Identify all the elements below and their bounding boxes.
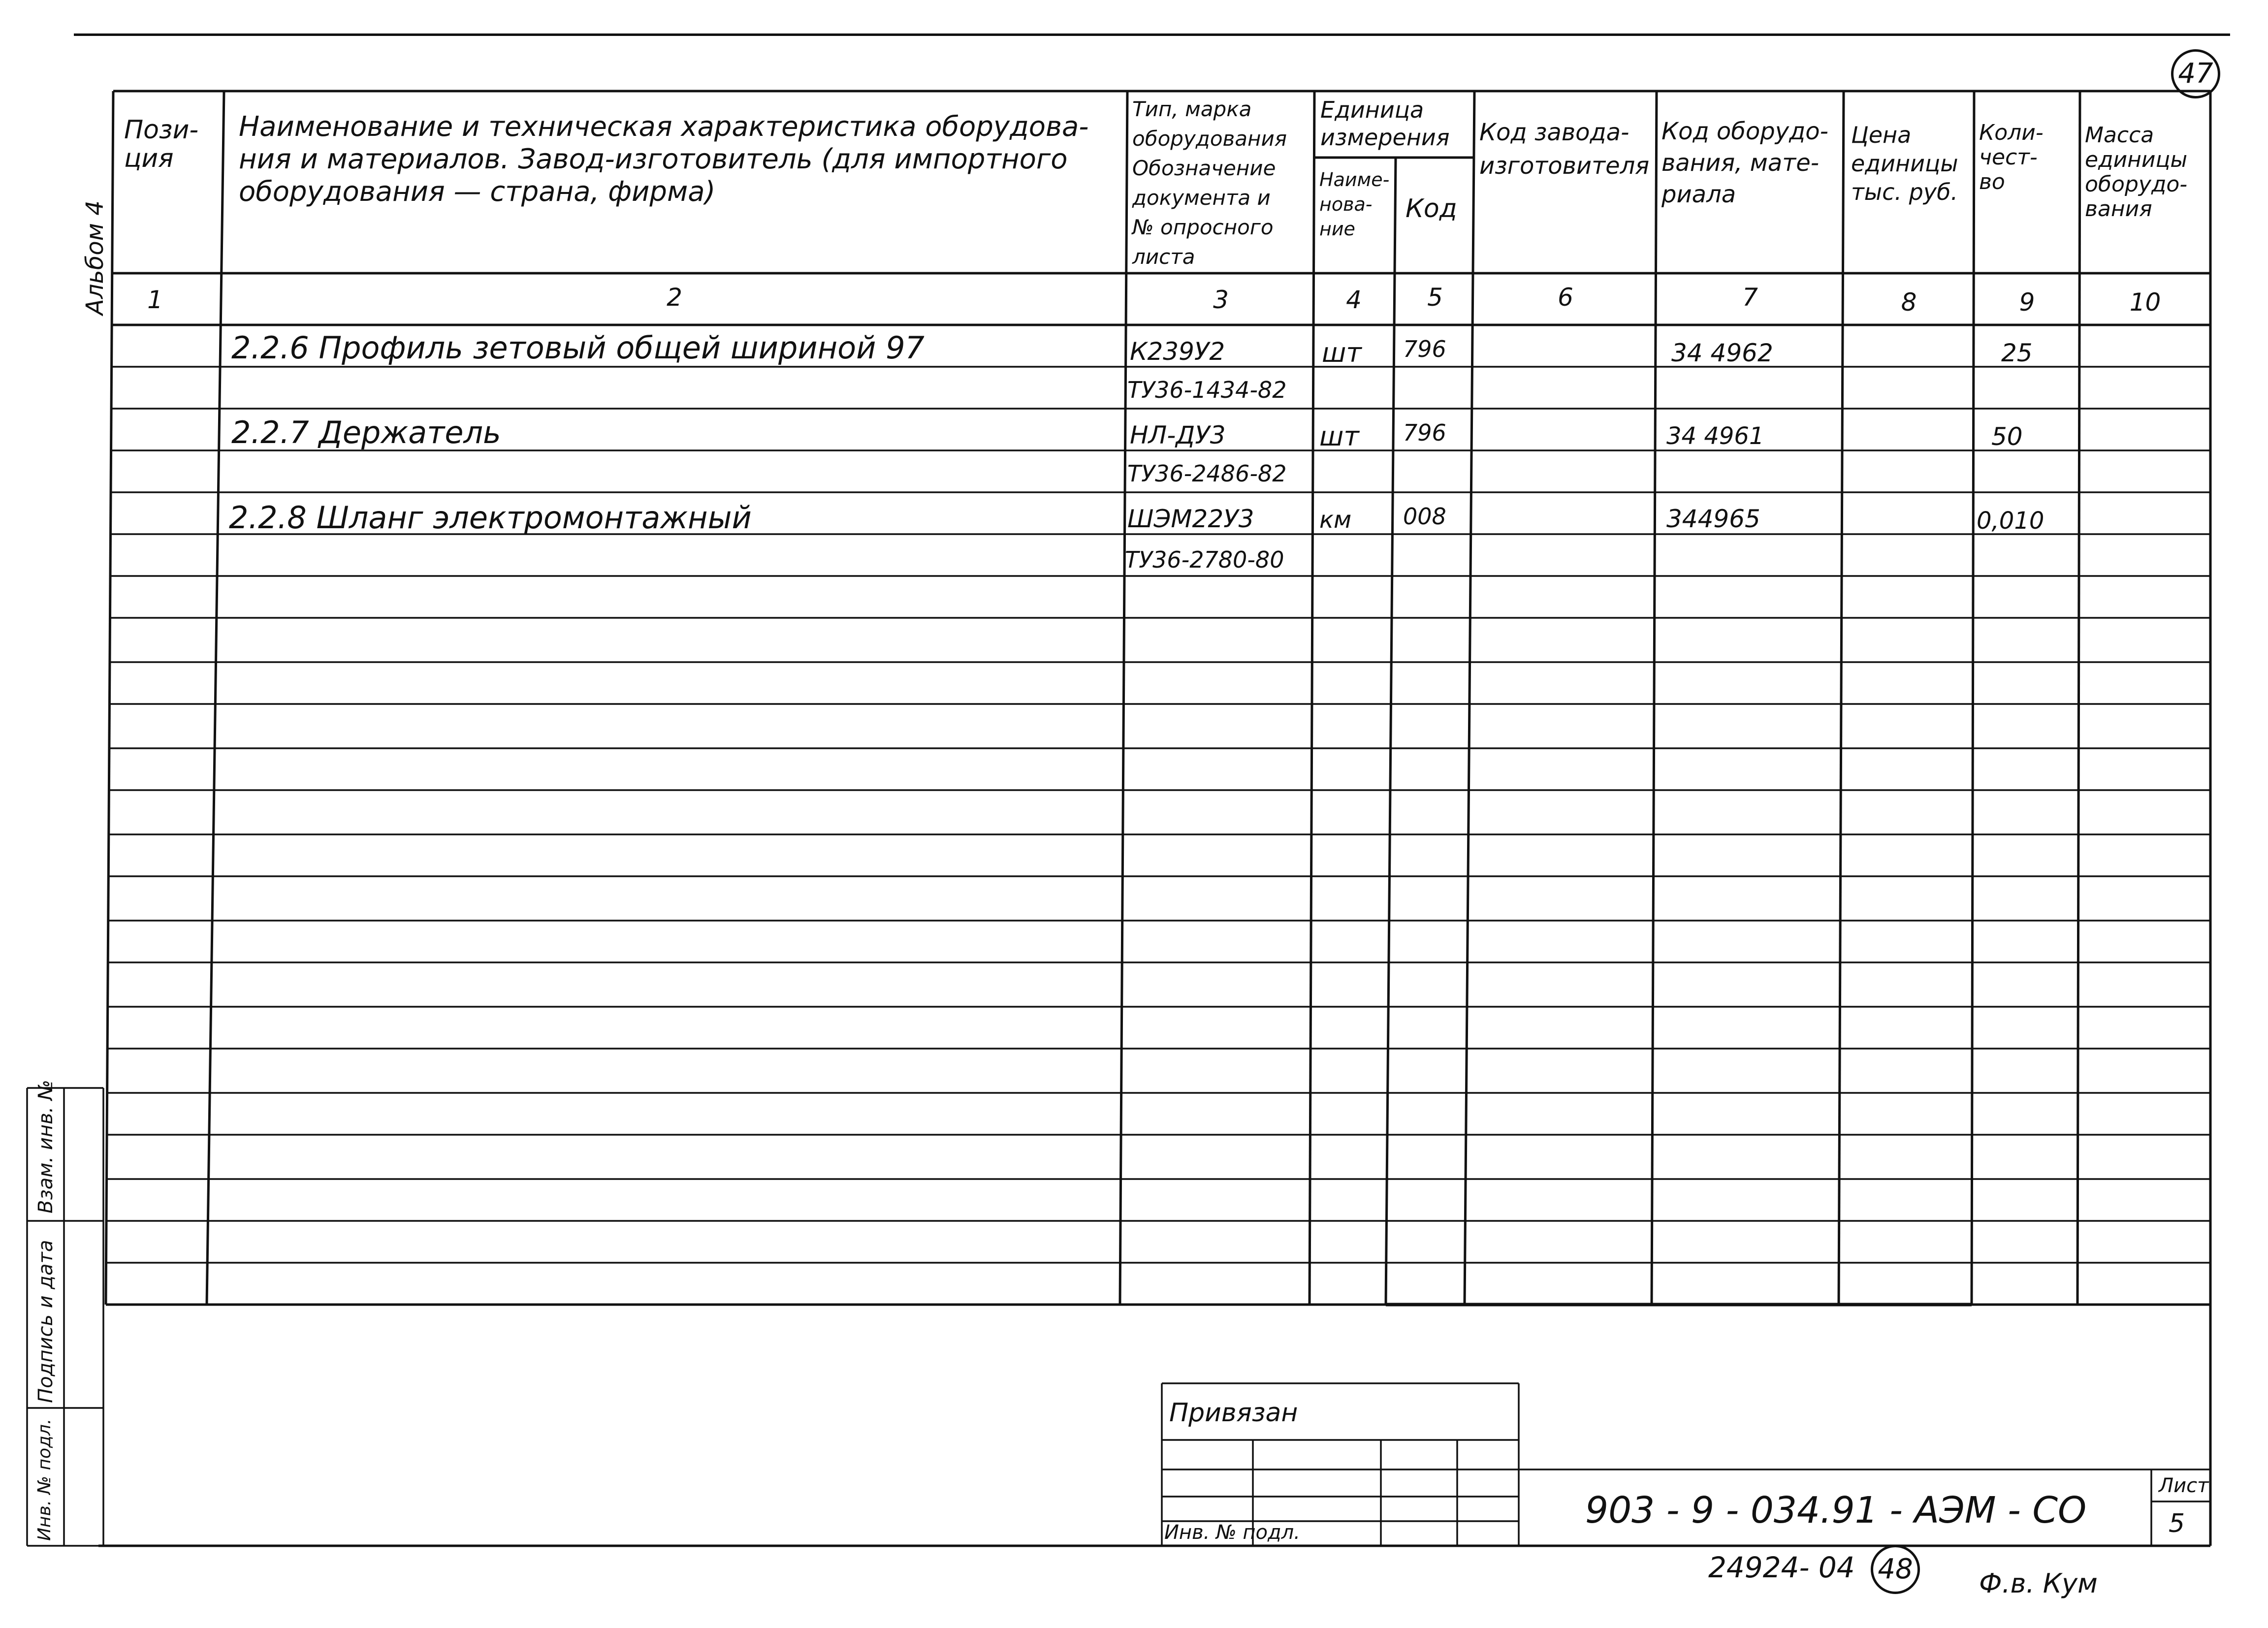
row-item-name: 2.2.7 Держатель [231, 415, 501, 450]
row-type: ТУ36-2486-82 [1127, 460, 1287, 487]
header-position: Пози- ция [124, 115, 199, 173]
col-number-9: 9 [2019, 288, 2035, 317]
header-unit-name: Наиме- нова- ние [1319, 169, 1390, 240]
col-number-6: 6 [1558, 283, 1573, 312]
header-unit-code: Код [1406, 194, 1457, 223]
header-factory-code: Код завода- изготовителя [1479, 119, 1650, 180]
row-unit-code: 008 [1403, 503, 1446, 530]
header-price: Цена единицы тыс. руб. [1851, 122, 1958, 205]
col-number-1: 1 [147, 286, 163, 314]
col-number-3: 3 [1213, 286, 1229, 314]
header-equipment-code: Код оборудо- вания, мате- риала [1661, 118, 1828, 208]
row-unit-code: 796 [1403, 336, 1446, 362]
row-type: ТУ36-1434-82 [1127, 377, 1287, 403]
sheet-number: 5 [2169, 1509, 2185, 1538]
row-type: ШЭМ22У3 [1127, 505, 1254, 533]
row-unit: км [1319, 506, 1352, 534]
row-quantity: 25 [2001, 339, 2033, 367]
row-equipment-code: 34 4961 [1666, 422, 1764, 450]
header-type: Тип, марка оборудования Обозначение документа и № опросного листа [1132, 97, 1287, 269]
row-unit: шт [1319, 421, 1359, 452]
stamp-label-replacement: Взам. инв. № [34, 1080, 57, 1213]
col-number-10: 10 [2129, 288, 2161, 317]
stamp-label-signature: Подпись и дата [34, 1240, 57, 1403]
document-code: 903 - 9 - 034.91 - АЭМ - СО [1585, 1489, 2087, 1532]
row-equipment-code: 34 4962 [1671, 339, 1773, 367]
album-label: Альбом 4 [81, 200, 109, 315]
row-type: НЛ-ДУ3 [1130, 421, 1226, 449]
header-name: Наименование и техническая характеристика оборудова- ния и материалов. Завод-изготовитель (для импортного оборудования — страна, фирма) [239, 111, 1089, 208]
page-number-circle [1871, 1545, 1920, 1594]
stamp-label-inventory: Инв. № подл. [34, 1418, 55, 1541]
sheet-label: Лист [2159, 1474, 2209, 1497]
row-equipment-code: 344965 [1666, 505, 1760, 533]
row-quantity: 50 [1991, 422, 2023, 451]
row-unit: шт [1322, 337, 1362, 368]
col-number-2: 2 [667, 283, 682, 312]
page-number-circle-text: 48 [1878, 1553, 1913, 1585]
order-number: 24924- 04 [1708, 1551, 1855, 1584]
col-number-4: 4 [1346, 286, 1362, 314]
col-number-5: 5 [1427, 283, 1443, 312]
row-item-name: 2.2.6 Профиль зетовый общей шириной 97 [231, 330, 925, 366]
header-quantity: Коли- чест- во [1979, 120, 2044, 194]
sheet-number-circle-text: 47 [2178, 58, 2213, 90]
row-type: ТУ36-2780-80 [1125, 546, 1284, 573]
privyazan-label: Привязан [1169, 1398, 1298, 1428]
col-number-7: 7 [1742, 283, 1758, 312]
header-mass: Масса единицы оборудо- вания [2085, 123, 2188, 222]
signature: Ф.в. Кум [1979, 1568, 2098, 1599]
row-unit-code: 796 [1403, 419, 1446, 446]
col-number-8: 8 [1901, 288, 1917, 317]
row-item-name: 2.2.8 Шланг электромонтажный [229, 500, 752, 536]
inv-podl-label: Инв. № подл. [1164, 1521, 1300, 1544]
row-type: К239У2 [1130, 337, 1225, 366]
row-quantity: 0,010 [1977, 507, 2044, 535]
header-unit-group: Единица измерения [1320, 96, 1450, 151]
